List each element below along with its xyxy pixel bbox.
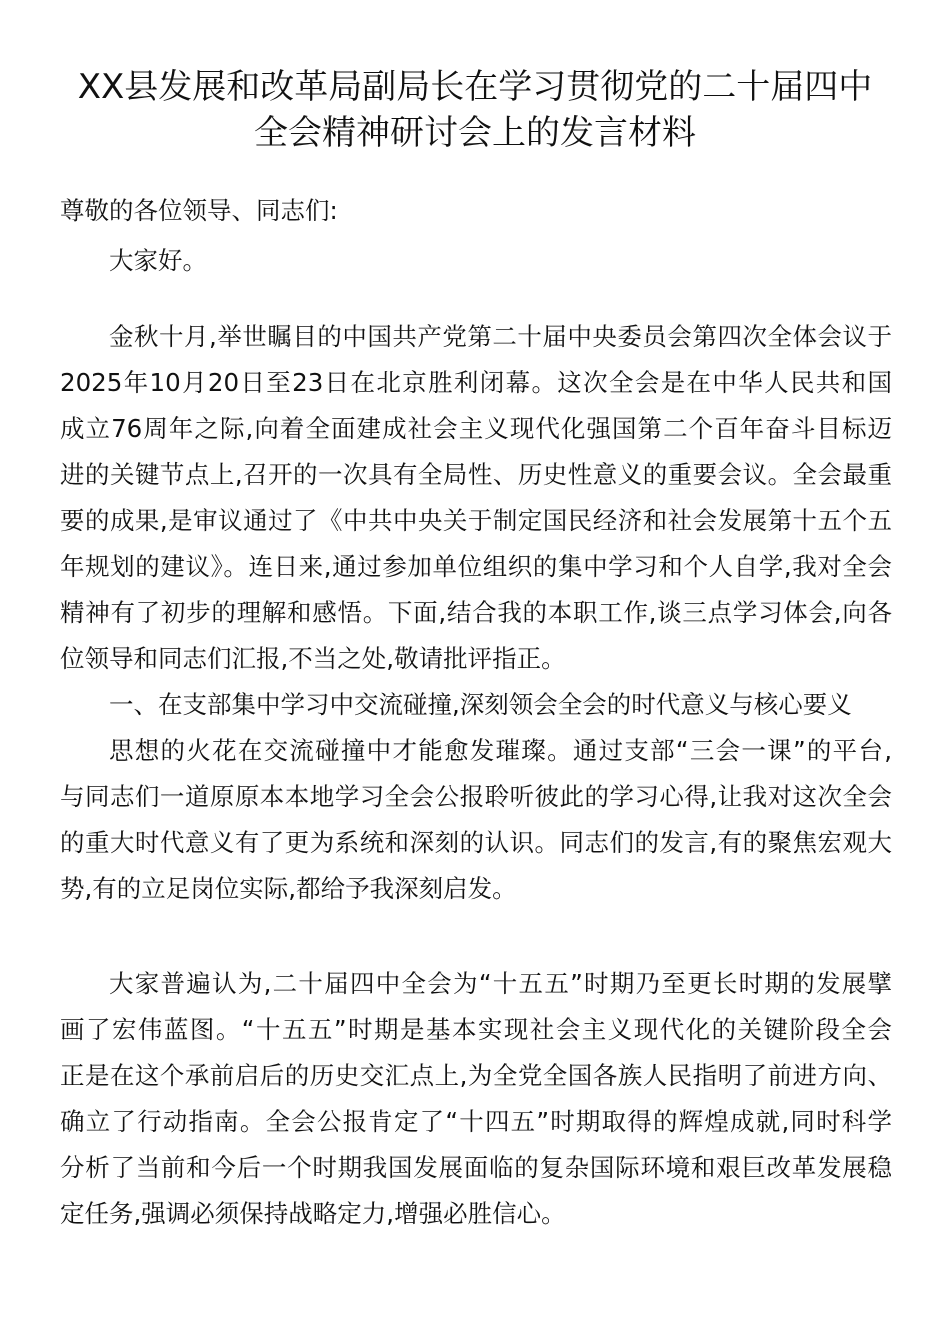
paragraph-consensus (60, 961, 892, 1237)
paragraph-line: 思想的火花在交流碰撞中才能愈发璀璨。通过支部“三会一课”的平台, (109, 736, 892, 765)
paragraph-line: 年规划的建议》。连日来,通过参加单位组织的集中学习和个人自学,我对全会 (60, 552, 892, 581)
paragraph-line: 的重大时代意义有了更为系统和深刻的认识。同志们的发言,有的聚焦宏观大 (60, 828, 892, 857)
paragraph-line: 成立76周年之际,向着全面建成社会主义现代化强国第二个百年奋斗目标迈 (60, 414, 892, 443)
paragraph-line: 确立了行动指南。全会公报肯定了“十四五”时期取得的辉煌成就,同时科学 (60, 1107, 892, 1136)
paragraph-line: 正是在这个承前启后的历史交汇点上,为全党全国各族人民指明了前进方向、 (60, 1061, 892, 1090)
greeting: 大家好。 (109, 246, 207, 275)
paragraph-line: 大家普遍认为,二十届四中全会为“十五五”时期乃至更长时期的发展擘 (109, 969, 892, 998)
paragraph-line: 金秋十月,举世瞩目的中国共产党第二十届中央委员会第四次全体会议于 (109, 322, 892, 351)
paragraph-line: 与同志们一道原原本本地学习全会公报聆听彼此的学习心得,让我对这次全会 (60, 782, 892, 811)
paragraph-line: 2025年10月20日至23日在北京胜利闭幕。这次全会是在中华人民共和国 (60, 368, 892, 397)
paragraph-line: 分析了当前和今后一个时期我国发展面临的复杂国际环境和艰巨改革发展稳 (60, 1153, 892, 1182)
paragraph-opening (60, 314, 892, 682)
paragraph-line: 进的关键节点上,召开的一次具有全局性、历史性意义的重要会议。全会最重 (60, 460, 892, 489)
paragraph-line: 势,有的立足岗位实际,都给予我深刻启发。 (60, 874, 517, 903)
paragraph-line: 位领导和同志们汇报,不当之处,敬请批评指正。 (60, 644, 566, 673)
document-body (60, 188, 892, 1237)
paragraph-discussion (60, 728, 892, 912)
section-heading-1: 一、在支部集中学习中交流碰撞,深刻领会全会的时代意义与核心要义 (109, 690, 852, 719)
title-line-1: XX县发展和改革局副局长在学习贯彻党的二十届四中 (77, 67, 873, 107)
paragraph-line: 要的成果,是审议通过了《中共中央关于制定国民经济和社会发展第十五个五 (60, 506, 892, 535)
paragraph-line: 画了宏伟蓝图。“十五五”时期是基本实现社会主义现代化的关键阶段全会 (60, 1015, 892, 1044)
paragraph-line: 精神有了初步的理解和感悟。下面,结合我的本职工作,谈三点学习体会,向各 (60, 598, 892, 627)
document-title (40, 64, 910, 156)
title-line-2: 全会精神研讨会上的发言材料 (254, 113, 696, 153)
paragraph-line: 定任务,强调必须保持战略定力,增强必胜信心。 (60, 1199, 566, 1228)
salutation: 尊敬的各位领导、同志们: (60, 196, 338, 225)
